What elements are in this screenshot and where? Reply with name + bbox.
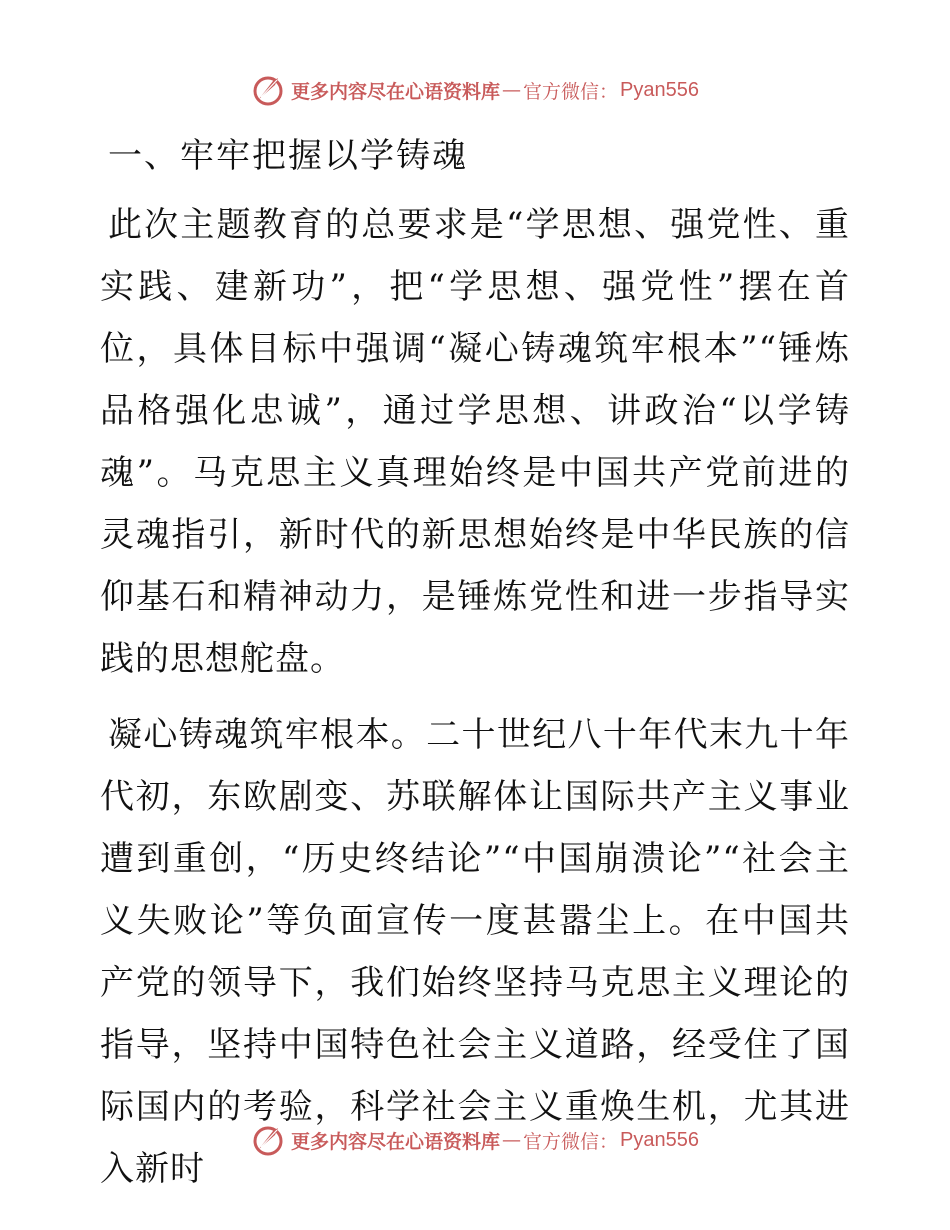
section-heading: 一、牢牢把握以学铸魂 bbox=[108, 136, 468, 176]
paragraph-1: 此次主题教育的总要求是“学思想、强党性、重实践、建新功”，把“学思想、强党性”摆在首位，具体目标中强调“凝心铸魂筑牢根本”“锤炼品格强化忠诚”，通过学思想、讲政治“以学铸魂”。马克思主义真理始终是中国共产党前进的灵魂指引，新时代的新思想始终是中华民族的信仰基石和精神动力，是锤炼党性和进一步指导实践的思想舵盘。 bbox=[100, 205, 850, 679]
watermark-banner-bottom bbox=[0, 1120, 950, 1160]
banner-brand: 更多内容尽在心语资料库 bbox=[291, 80, 501, 103]
banner-wechat-id: Pyan556 bbox=[620, 78, 699, 101]
quill-circle-icon bbox=[251, 72, 287, 108]
quill-circle-icon bbox=[251, 1122, 287, 1158]
banner-brand: 更多内容尽在心语资料库 bbox=[291, 1130, 501, 1153]
banner-official-label: 官方微信： bbox=[523, 1130, 619, 1153]
banner-dash: — bbox=[502, 79, 522, 101]
document-body bbox=[100, 118, 850, 1214]
banner-dash: — bbox=[502, 1129, 522, 1151]
watermark-banner-top bbox=[0, 70, 950, 110]
banner-wechat-id: Pyan556 bbox=[620, 1128, 699, 1151]
paragraph-2: 凝心铸魂筑牢根本。二十世纪八十年代末九十年代初，东欧剧变、苏联解体让国际共产主义事业遭到重创，“历史终结论”“中国崩溃论”“社会主义失败论”等负面宣传一度甚嚣尘上。在中国共产党的领导下，我们始终坚持马克思主义理论的指导，坚持中国特色社会主义道路，经受住了国际国内的考验，科学社会主义重焕生机，尤其进入新时 bbox=[100, 715, 850, 1189]
banner-official-label: 官方微信： bbox=[523, 80, 619, 103]
